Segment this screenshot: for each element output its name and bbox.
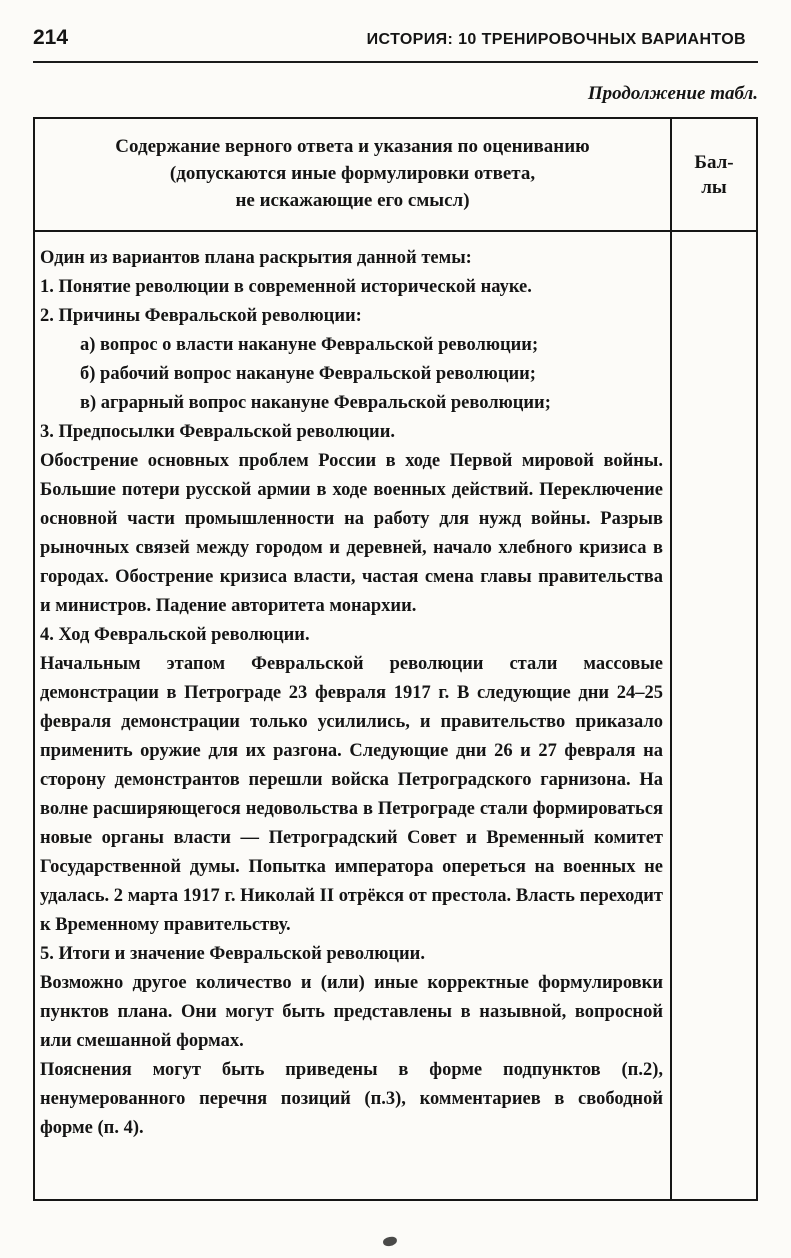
table-body-row [35, 232, 756, 1199]
header-subtitle-1: (допускаются иные формулировки ответа, [169, 163, 536, 184]
answer-paragraph: 1. Понятие революции в современной исторической науке. [40, 277, 532, 297]
header-subtitle-2: не искажающие его смысл) [235, 190, 470, 211]
running-header-title: ИСТОРИЯ: 10 ТРЕНИРОВОЧНЫХ ВАРИАНТОВ [366, 31, 746, 48]
points-value-cell [670, 232, 756, 1199]
answer-paragraph: Обострение основных проблем России в ходе Первой мировой войны. Большие потери русской армии в ходе военных действий. Переключение основной части промышленности на работу для нужд войны. Разрыв рыночных связей между городом и деревней, начало хлебного кризиса в городах. Обострение кризиса власти, частая смена главы правительства и министров. Падение авторитета монархии. [40, 451, 663, 616]
running-head [33, 0, 758, 63]
table-header-row [35, 119, 756, 232]
answer-paragraph: 4. Ход Февральской революции. [40, 625, 310, 645]
answer-paragraph: 3. Предпосылки Февральской революции. [40, 422, 395, 442]
answer-paragraph: 5. Итоги и значение Февральской революции. [40, 944, 425, 964]
answer-paragraph: Начальным этапом Февральской революции стали массовые демонстрации в Петрограде 23 февраля 1917 г. В следующие дни 24–25 февраля демонстрации только усилились, и правительство приказало применить оружие для их разгона. Следующие дни 26 и 27 февраля на сторону демонстрантов перешли войска Петроградского гарнизона. На волне расширяющегося недовольства в Петрограде стали формироваться новые органы власти — Петроградский Совет и Временный комитет Государственной думы. Попытка императора опереться на военных не удалась. 2 марта 1917 г. Николай II отрёкся от престола. Власть переходит к Временному правительству. [40, 654, 663, 935]
answer-paragraph: Пояснения могут быть приведены в форме подпунктов (п.2), ненумерованного перечня позиций (п.3), комментариев в свободной форме (п. 4). [40, 1060, 663, 1138]
answer-paragraph: в) аграрный вопрос накануне Февральской революции; [80, 393, 551, 413]
header-title: Содержание верного ответа и указания по оцениванию [115, 136, 590, 157]
points-label-line1: Бал- [694, 151, 734, 173]
answer-content-cell [35, 232, 670, 1199]
header-content-cell [35, 119, 670, 230]
points-label [694, 150, 733, 200]
answer-table [33, 117, 758, 1201]
answer-paragraph: а) вопрос о власти накануне Февральской революции; [80, 335, 539, 355]
answer-paragraph: Один из вариантов плана раскрытия данной темы: [40, 248, 472, 268]
answer-paragraph: 2. Причины Февральской революции: [40, 306, 362, 326]
table-caption: Продолжение табл. [587, 83, 758, 104]
page-number: 214 [33, 26, 69, 49]
answer-paragraph: б) рабочий вопрос накануне Февральской революции; [80, 364, 536, 384]
points-label-line2: лы [701, 176, 727, 198]
points-header-cell [670, 119, 756, 230]
answer-paragraph: Возможно другое количество и (или) иные корректные формулировки пунктов плана. Они могут быть представлены в назывной, вопросной или смешанной формах. [40, 973, 663, 1051]
